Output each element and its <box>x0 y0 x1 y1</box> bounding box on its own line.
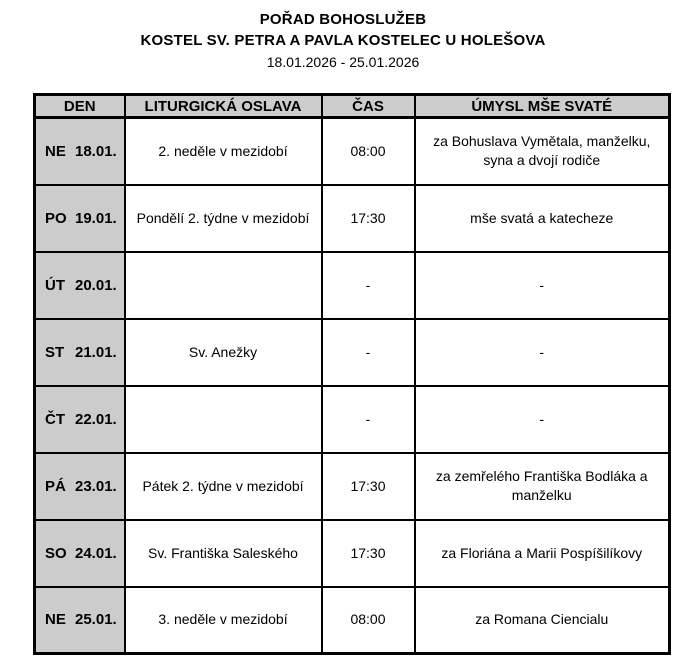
day-abbrev: ÚT <box>45 276 65 294</box>
table-row <box>35 319 670 386</box>
intention-cell: za Bohuslava Vymětala, manželku, syna a dvojí rodiče <box>415 118 670 185</box>
intention-cell: za Romana Ciencialu <box>415 587 670 654</box>
table-row <box>35 587 670 654</box>
time-cell: 08:00 <box>322 587 415 654</box>
intention-cell: za zemřelého Františka Bodláka a manželku <box>415 453 670 520</box>
time-cell: 08:00 <box>322 118 415 185</box>
day-cell <box>35 319 125 386</box>
day-date: 21.01. <box>75 343 117 361</box>
time-cell: - <box>322 252 415 319</box>
table-row <box>35 118 670 185</box>
column-header-umysl-mse-svate: ÚMYSL MŠE SVATÉ <box>415 95 670 118</box>
day-date: 24.01. <box>75 544 117 562</box>
day-date: 20.01. <box>75 276 117 294</box>
day-abbrev: SO <box>45 544 67 562</box>
celebration-cell: 2. neděle v mezidobí <box>125 118 322 185</box>
day-cell <box>35 453 125 520</box>
table-row <box>35 520 670 587</box>
intention-cell: - <box>415 386 670 453</box>
celebration-cell: Sv. Anežky <box>125 319 322 386</box>
celebration-cell: Sv. Františka Saleského <box>125 520 322 587</box>
time-cell: - <box>322 386 415 453</box>
day-date: 25.01. <box>75 611 117 629</box>
intention-cell: za Floriána a Marii Pospíšilíkovy <box>415 520 670 587</box>
time-cell: 17:30 <box>322 453 415 520</box>
time-cell: 17:30 <box>322 185 415 252</box>
table-row <box>35 185 670 252</box>
intention-cell: - <box>415 252 670 319</box>
schedule-table <box>33 93 671 655</box>
day-cell <box>35 386 125 453</box>
table-row <box>35 453 670 520</box>
table-header-row <box>35 95 670 118</box>
day-cell <box>35 520 125 587</box>
celebration-cell <box>125 386 322 453</box>
column-header-liturgicka-oslava: LITURGICKÁ OSLAVA <box>125 95 322 118</box>
day-date: 19.01. <box>75 209 117 227</box>
day-cell <box>35 252 125 319</box>
day-abbrev: ČT <box>45 410 65 428</box>
celebration-cell: Pondělí 2. týdne v mezidobí <box>125 185 322 252</box>
celebration-cell: Pátek 2. týdne v mezidobí <box>125 453 322 520</box>
time-cell: 17:30 <box>322 520 415 587</box>
date-range: 18.01.2026 - 25.01.2026 <box>266 54 420 70</box>
day-cell <box>35 587 125 654</box>
document-header <box>0 0 686 72</box>
day-abbrev: ST <box>45 343 65 361</box>
day-cell <box>35 185 125 252</box>
celebration-cell: 3. neděle v mezidobí <box>125 587 322 654</box>
document-subtitle: KOSTEL SV. PETRA A PAVLA KOSTELEC U HOLEŠOVA <box>140 32 546 49</box>
day-date: 23.01. <box>75 477 117 495</box>
day-abbrev: NE <box>45 142 66 160</box>
document-title: POŘAD BOHOSLUŽEB <box>259 11 427 28</box>
day-date: 18.01. <box>75 142 117 160</box>
column-header-den: DEN <box>35 95 125 118</box>
time-cell: - <box>322 319 415 386</box>
celebration-cell <box>125 252 322 319</box>
intention-cell: mše svatá a katecheze <box>415 185 670 252</box>
day-date: 22.01. <box>75 410 117 428</box>
day-abbrev: PO <box>45 209 67 227</box>
intention-cell: - <box>415 319 670 386</box>
table-row <box>35 386 670 453</box>
day-abbrev: NE <box>45 611 66 629</box>
column-header-cas: ČAS <box>322 95 415 118</box>
day-abbrev: PÁ <box>45 477 66 495</box>
table-row <box>35 252 670 319</box>
day-cell <box>35 118 125 185</box>
